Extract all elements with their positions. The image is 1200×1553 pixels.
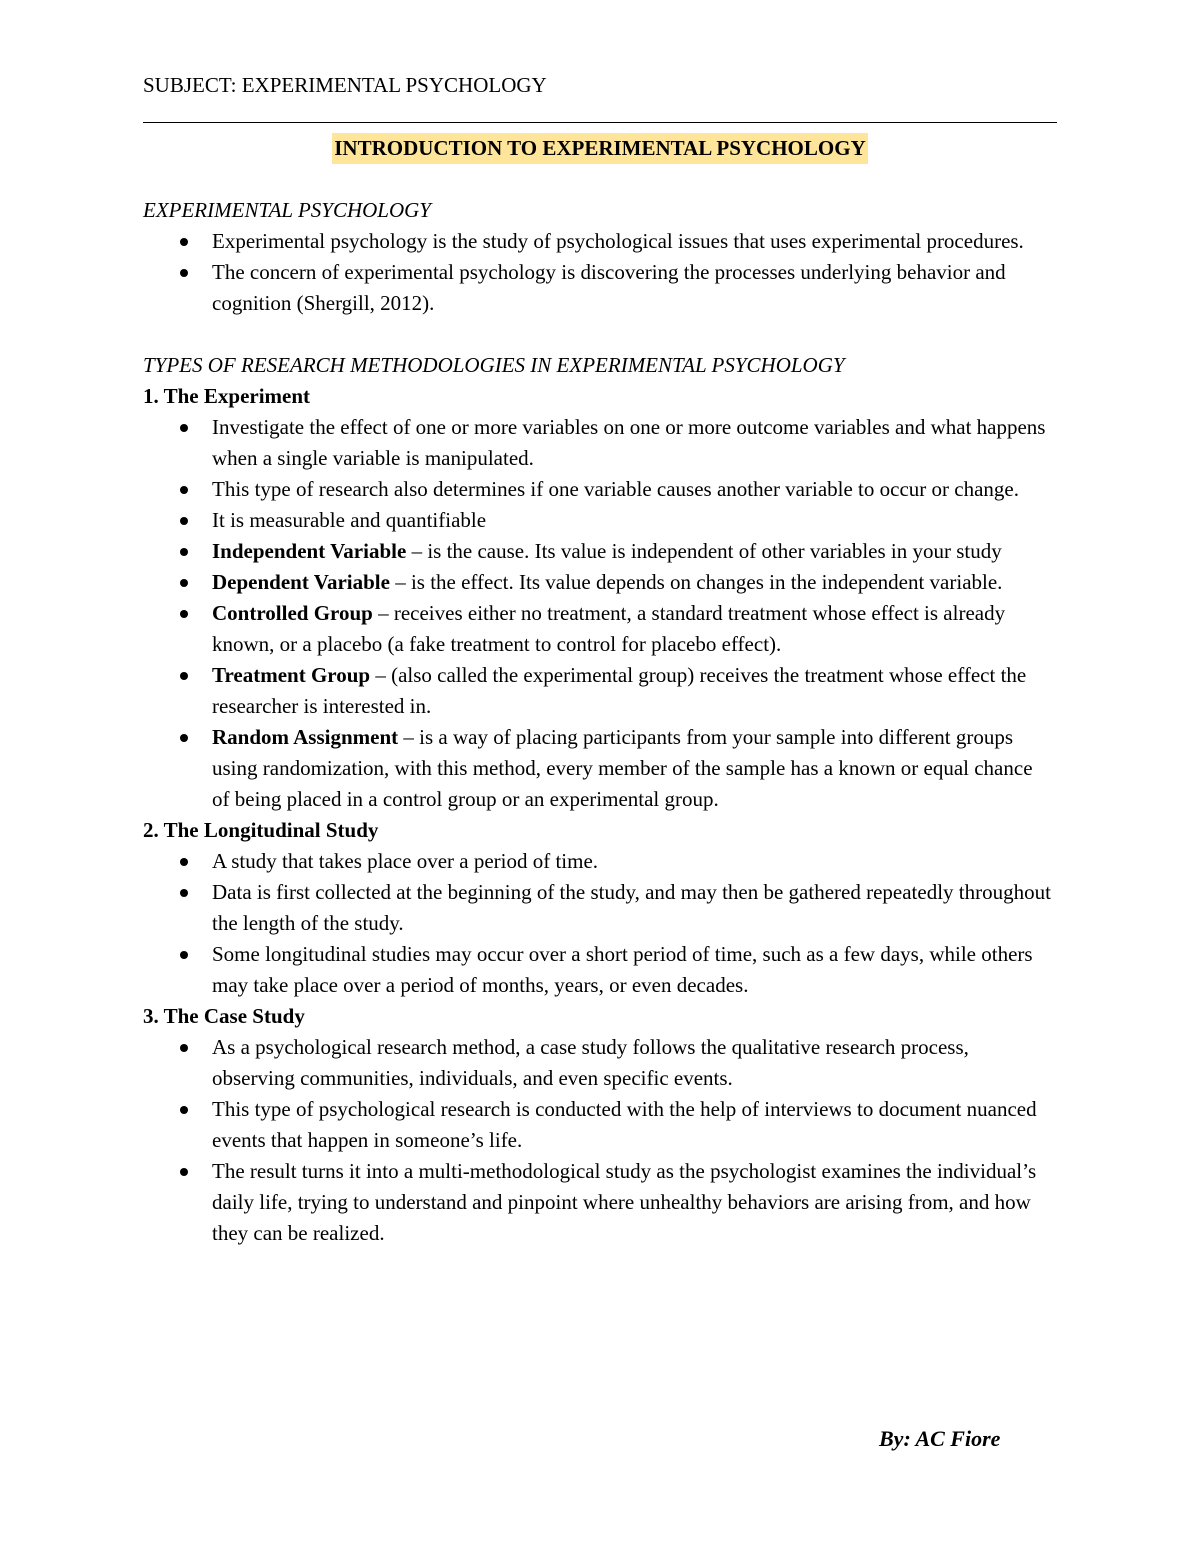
list-item xyxy=(143,505,1063,536)
bullet-icon xyxy=(180,951,188,959)
list-item xyxy=(143,1156,1063,1249)
list-item xyxy=(143,257,1063,319)
bullet-text: This type of research also determines if one variable causes another variable to occur or change. xyxy=(212,477,1019,501)
list-item xyxy=(143,536,1063,567)
section-heading-experimental-psychology: EXPERIMENTAL PSYCHOLOGY xyxy=(143,198,431,222)
bullet-text: It is measurable and quantifiable xyxy=(212,508,487,532)
bullet-icon xyxy=(180,672,188,680)
bullet-text: The concern of experimental psychology is discovering the processes underlying behavior and cognition (Shergill, 2012). xyxy=(212,260,1006,315)
term-controlled-group: Controlled Group xyxy=(212,601,373,625)
case-study-bullet-list xyxy=(143,1032,1063,1249)
subject-line: SUBJECT: EXPERIMENTAL PSYCHOLOGY xyxy=(143,73,547,97)
bullet-icon xyxy=(180,238,188,246)
list-item xyxy=(143,226,1063,257)
list-item xyxy=(143,412,1063,474)
bullet-text: The result turns it into a multi-methodological study as the psychologist examines the individual’s daily life, trying to understand and pinpoint where unhealthy behaviors are arising from, and how they can be realized. xyxy=(212,1159,1037,1245)
title-wrapper xyxy=(143,133,1057,164)
heading-case-study: 3. The Case Study xyxy=(143,1004,305,1028)
list-item xyxy=(143,722,1063,815)
term-treatment-group: Treatment Group xyxy=(212,663,371,687)
bullet-icon xyxy=(180,858,188,866)
list-item xyxy=(143,598,1063,660)
bullet-text: This type of psychological research is conducted with the help of interviews to document nuanced events that happen in someone’s life. xyxy=(212,1097,1037,1152)
section-heading-types: TYPES OF RESEARCH METHODOLOGIES IN EXPERIMENTAL PSYCHOLOGY xyxy=(143,353,845,377)
intro-bullet-list xyxy=(143,226,1063,319)
term-random-assignment: Random Assignment xyxy=(212,725,399,749)
document-page xyxy=(143,70,1063,1249)
bullet-icon xyxy=(180,889,188,897)
term-definition: – is the effect. Its value depends on changes in the independent variable. xyxy=(389,570,1003,594)
list-item xyxy=(143,660,1063,722)
bullet-text: Experimental psychology is the study of psychological issues that uses experimental procedures. xyxy=(212,229,1024,253)
bullet-icon xyxy=(180,734,188,742)
bullet-icon xyxy=(180,610,188,618)
bullet-text: As a psychological research method, a case study follows the qualitative research process, observing communities, individuals, and even specific events. xyxy=(212,1035,969,1090)
bullet-text: A study that takes place over a period of time. xyxy=(212,849,599,873)
bullet-icon xyxy=(180,269,188,277)
list-item xyxy=(143,474,1063,505)
bullet-text: Some longitudinal studies may occur over a short period of time, such as a few days, while others may take place over a period of months, years, or even decades. xyxy=(212,942,1033,997)
bullet-icon xyxy=(180,424,188,432)
term-definition: – (also called the experimental group) receives the treatment whose effect the researcher is interested in. xyxy=(212,663,1027,718)
bullet-text: Data is first collected at the beginning of the study, and may then be gathered repeatedly throughout the length of the study. xyxy=(212,880,1051,935)
list-item xyxy=(143,1032,1063,1094)
term-definition: – receives either no treatment, a standard treatment whose effect is already known, or a placebo (a fake treatment to control for placebo effect). xyxy=(212,601,1006,656)
list-item xyxy=(143,1094,1063,1156)
bullet-icon xyxy=(180,579,188,587)
list-item xyxy=(143,567,1063,598)
term-definition: – is the cause. Its value is independent of other variables in your study xyxy=(406,539,1002,563)
term-independent-variable: Independent Variable xyxy=(212,539,407,563)
term-dependent-variable: Dependent Variable xyxy=(212,570,390,594)
document-title: INTRODUCTION TO EXPERIMENTAL PSYCHOLOGY xyxy=(332,133,868,164)
bullet-icon xyxy=(180,1106,188,1114)
author-byline: By: AC Fiore xyxy=(879,1426,1001,1451)
list-item xyxy=(143,939,1063,1001)
list-item xyxy=(143,877,1063,939)
bullet-icon xyxy=(180,1044,188,1052)
bullet-icon xyxy=(180,548,188,556)
experiment-bullet-list xyxy=(143,412,1063,815)
heading-the-experiment: 1. The Experiment xyxy=(143,384,311,408)
bullet-icon xyxy=(180,517,188,525)
bullet-icon xyxy=(180,1168,188,1176)
horizontal-rule xyxy=(143,122,1057,123)
heading-longitudinal-study: 2. The Longitudinal Study xyxy=(143,818,379,842)
list-item xyxy=(143,846,1063,877)
bullet-text: Investigate the effect of one or more variables on one or more outcome variables and what happens when a single variable is manipulated. xyxy=(212,415,1046,470)
term-definition: – is a way of placing participants from your sample into different groups using randomization, with this method, every member of the sample has a known or equal chance of being placed in a control group or an experimental group. xyxy=(212,725,1033,811)
longitudinal-bullet-list xyxy=(143,846,1063,1001)
bullet-icon xyxy=(180,486,188,494)
